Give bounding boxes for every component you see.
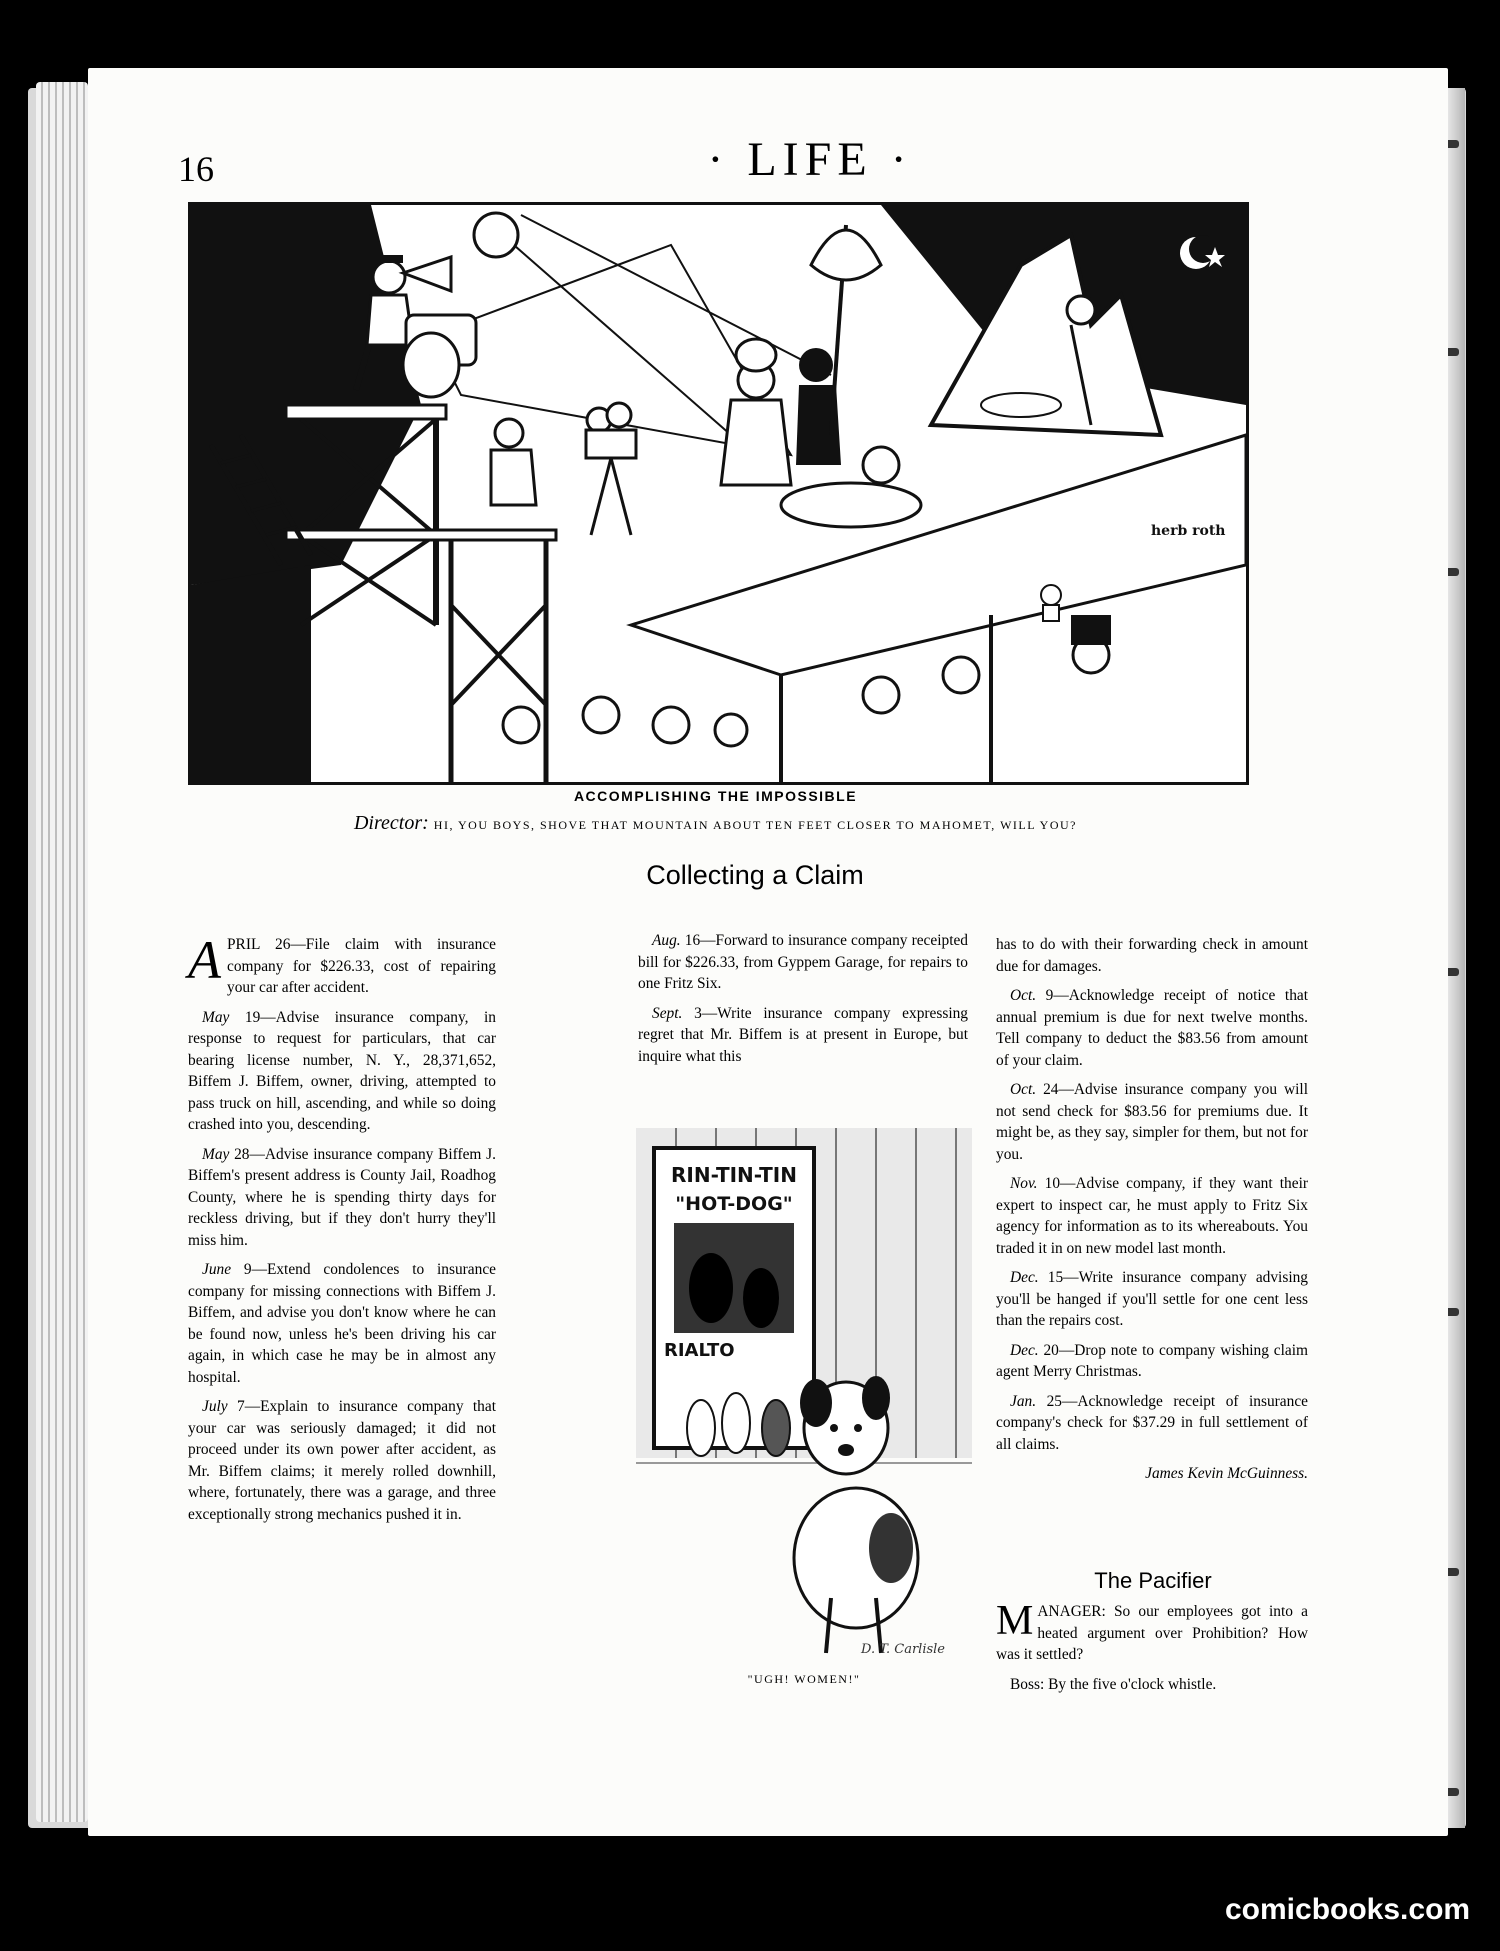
paragraph: Oct. 9—Acknowledge receipt of notice that annual premium is due for next twelve months. Tell company to deduct the $83.56 from amount of your claim.	[996, 987, 1308, 1069]
manager-line: MANAGER: So our employees got into a heated argument over Prohibition? How was it settled?	[996, 1598, 1308, 1663]
caption-speaker: Director:	[353, 812, 429, 834]
paragraph: has to do with their forwarding check in amount due for damages.	[996, 936, 1308, 975]
poster-title: RIN-TIN-TIN	[671, 1163, 797, 1187]
drop-cap: A	[188, 930, 221, 990]
article-column-1	[188, 930, 496, 1533]
dog-artist-signature: D. T. Carlisle	[861, 1642, 945, 1657]
article-column-2	[638, 930, 968, 1075]
page-edges	[36, 82, 88, 1822]
dog-illustration	[636, 1128, 972, 1664]
accomplishing-impossible-cartoon	[188, 202, 1249, 785]
paragraph: May 28—Advise insurance company Biffem J. Biffem's present address is County Jail, Roadhog County, where he is spending thirty days for reckless driving, but if they don't hurry they'll miss him.	[188, 1145, 496, 1249]
pacifier-title: The Pacifier	[1094, 1568, 1212, 1593]
paragraph: Nov. 10—Advise company, if they want their expert to inspect car, he must apply to Fritz Six agency for information as to its whereabouts. You traded it in on new model last month.	[996, 1175, 1308, 1257]
cartoon-title: ACCOMPLISHING THE IMPOSSIBLE	[573, 788, 858, 804]
paragraph: Sept. 3—Write insurance company expressing regret that Mr. Biffem is at present in Europe, but inquire what this	[638, 1004, 968, 1065]
paragraph: Aug. 16—Forward to insurance company receipted bill for $226.33, from Gyppem Garage, for repairs to one Fritz Six.	[638, 932, 968, 992]
pacifier-joke	[996, 1598, 1308, 1703]
author-byline: James Kevin McGuinness.	[1145, 1465, 1308, 1482]
article-column-3	[996, 934, 1308, 1485]
poster-theater: RIALTO	[664, 1340, 735, 1361]
boss-line: Boss: By the five o'clock whistle.	[1010, 1675, 1217, 1693]
paragraph: Oct. 24—Advise insurance company you will not send check for $83.56 for premiums due. It might be, as they say, simpler for them, but not for you.	[996, 1081, 1308, 1163]
paragraph: June 9—Extend condolences to insurance company for missing connections with Biffem J. Biffem, and advise you don't know where he can be found now, unless he's been driving his car again, in which case he may be in almost any hospital.	[188, 1261, 496, 1386]
drop-cap: M	[996, 1598, 1034, 1644]
masthead: · LIFE ·	[707, 133, 913, 186]
paragraph: Jan. 25—Acknowledge receipt of insurance company's check for $37.29 in full settlement of all claims.	[996, 1392, 1308, 1453]
cartoon-artist-signature: herb roth	[1151, 523, 1226, 539]
dog-cartoon-caption: "UGH! WOMEN!"	[747, 1672, 861, 1686]
paragraph: Dec. 15—Write insurance company advising you'll be hanged if you'll settle for one cent less than the repairs cost.	[996, 1269, 1308, 1329]
poster-subtitle: "HOT-DOG"	[675, 1193, 793, 1215]
page-number: 16	[178, 149, 214, 189]
cartoon-caption	[188, 812, 1243, 835]
paragraph: May 19—Advise insurance company, in response to request for particulars, that car bearing license number, N. Y., 28,371,652, Biffem J. Biffem, owner, driving, attempted to pass truck on hill, ascending, and while so doing crashed into you, descending.	[188, 1008, 496, 1133]
paragraph: Dec. 20—Drop note to company wishing claim agent Merry Christmas.	[996, 1341, 1308, 1380]
article-title: Collecting a Claim	[646, 860, 864, 890]
paragraph: APRIL 26—File claim with insurance company for $226.33, cost of repairing your car after accident.	[188, 930, 496, 996]
dog-cartoon	[636, 1128, 972, 1664]
cartoon-illustration	[191, 205, 1246, 782]
paragraph: July 7—Explain to insurance company that your car was seriously damaged; it did not proceed under its own power after accident, as Mr. Biffem claims; it merely rolled downhill, where, fortunately, there was a garage, and three exceptionally strong mechanics pushed it in.	[188, 1398, 496, 1523]
caption-speech: HI, YOU BOYS, SHOVE THAT MOUNTAIN ABOUT TEN FEET CLOSER TO MAHOMET, WILL YOU?	[433, 818, 1077, 832]
watermark: comicbooks.com	[1225, 1893, 1471, 1926]
